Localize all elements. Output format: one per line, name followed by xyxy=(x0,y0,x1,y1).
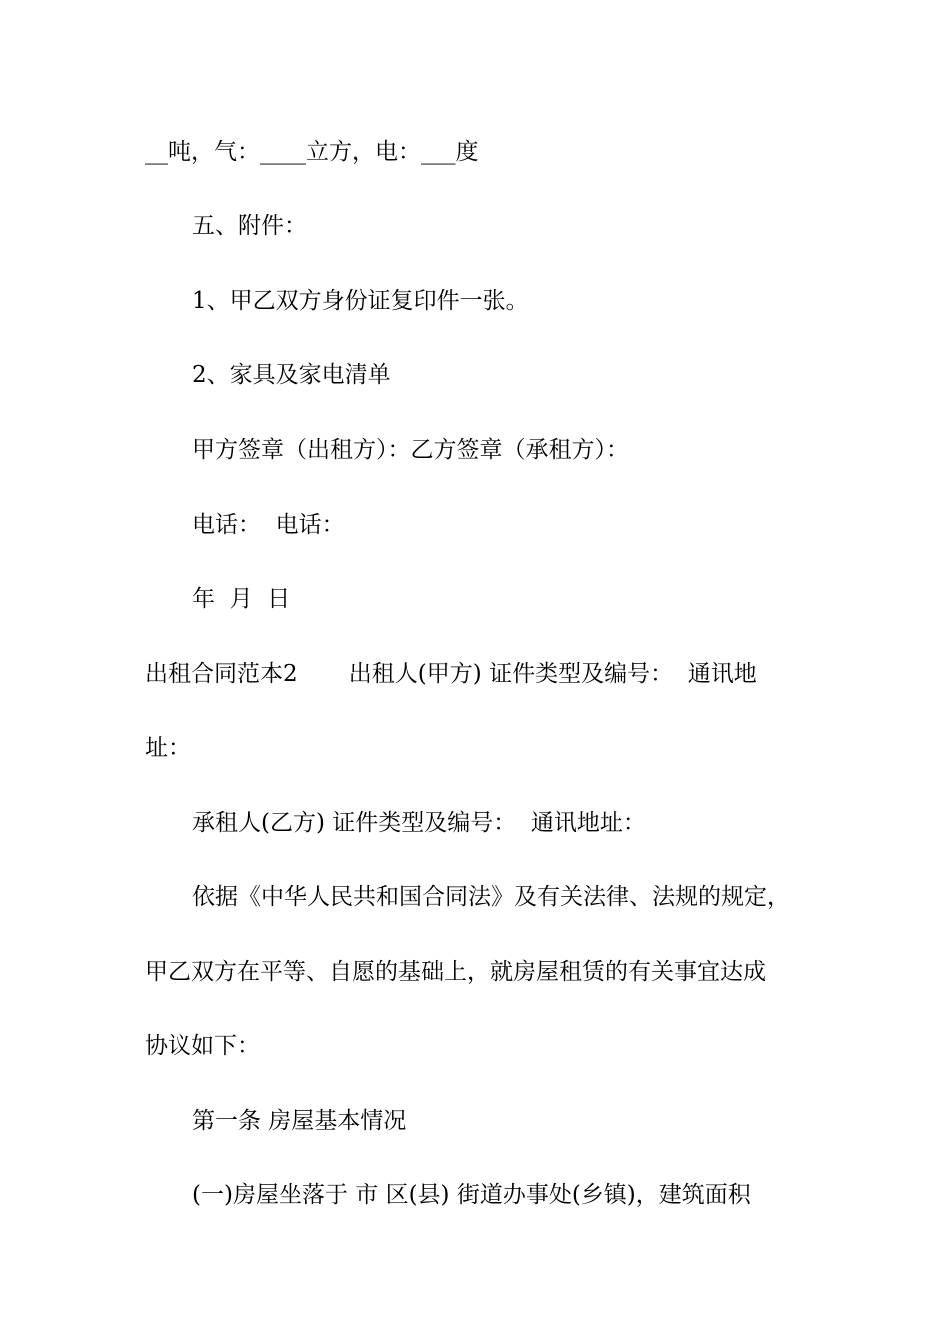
phone-line: 电话： 电话： xyxy=(192,512,345,538)
date-line: 年 月 日 xyxy=(192,586,291,612)
signature-line: 甲方签章（出租方）：乙方签章（承租方）： xyxy=(192,437,629,463)
legal-basis-line-3: 协议如下： xyxy=(145,1033,260,1059)
attachments-heading: 五、附件： xyxy=(192,213,307,239)
attachment-item-1: 1、甲乙双方身份证复印件一张。 xyxy=(192,288,529,314)
lessee-line: 承租人(乙方) 证件类型及编号： 通讯地址： xyxy=(192,810,646,836)
attachment-item-2: 2、家具及家电清单 xyxy=(192,362,391,388)
legal-basis-line-1: 依据《中华人民共和国合同法》及有关法律、法规的规定， xyxy=(192,884,790,910)
utility-readings-line: __吨，气：____立方，电：___度 xyxy=(145,139,479,165)
contract-title-lessor-line: 出租合同范本2 出租人(甲方) 证件类型及编号： 通讯地 xyxy=(145,661,757,687)
article-1-clause-1: (一)房屋坐落于 市 区(县) 街道办事处(乡镇)，建筑面积 xyxy=(192,1182,751,1208)
legal-basis-line-2: 甲乙双方在平等、自愿的基础上，就房屋租赁的有关事宜达成 xyxy=(145,959,766,985)
article-1-heading: 第一条 房屋基本情况 xyxy=(192,1108,407,1134)
lessor-address-continued: 址： xyxy=(145,735,191,761)
